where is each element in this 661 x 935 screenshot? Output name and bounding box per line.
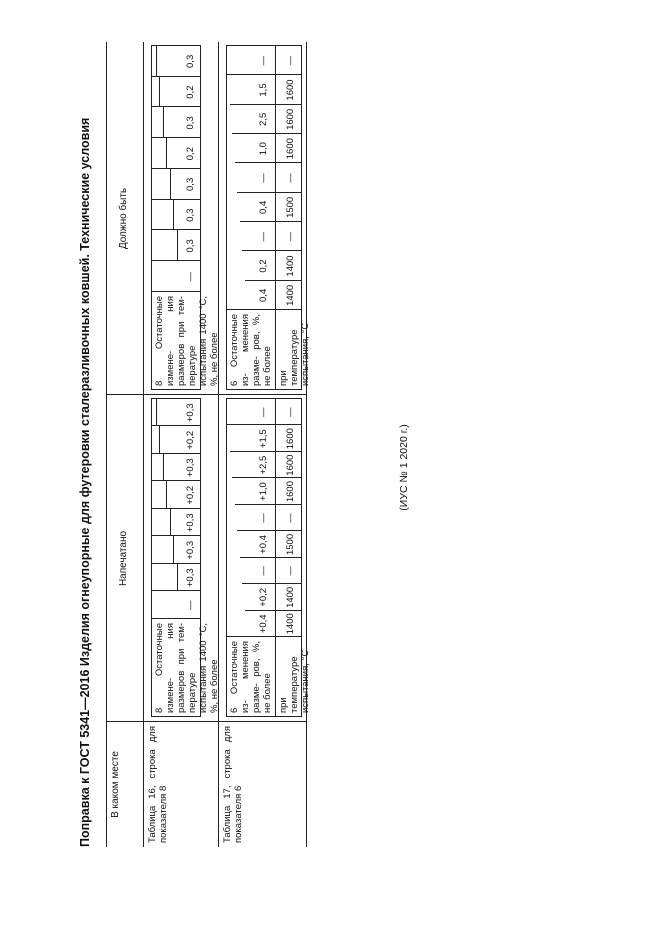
row2-should-be-temp-8: 1600 xyxy=(285,79,296,101)
row2-printed-value-1: +0,4 xyxy=(258,614,269,634)
row1-should-be-value-4: 0,3 xyxy=(185,177,196,191)
row2-printed-temp-3: — xyxy=(285,566,296,576)
row2-printed-temp-8: 1600 xyxy=(285,428,296,450)
row2-printed-value-5: — xyxy=(258,513,269,523)
row2-printed-label: 6 Остаточные из- менения разме- ров, %, не более xyxy=(229,641,273,713)
row-separator xyxy=(218,42,219,847)
row1-printed-value-8: +0,3 xyxy=(185,403,196,423)
row2-should-be-value-6: 1,0 xyxy=(258,142,269,156)
page-title: Поправка к ГОСТ 5341—2016 Изделия огнеупорные для футеровки сталеразливочных ковшей. Технические условия xyxy=(78,117,92,847)
row2-printed-value-2: +0,2 xyxy=(258,587,269,607)
row2-should-be-value-9: — xyxy=(258,55,269,66)
row2-should-be-temp-1: 1400 xyxy=(285,284,296,306)
row2-should-be-value-4: 0,4 xyxy=(258,200,269,214)
row2-should-be-value-5: — xyxy=(258,173,269,183)
row2-should-be-sublabel: при температуре испытания, °С xyxy=(278,322,311,386)
row1-printed-value-3: +0,3 xyxy=(185,540,196,560)
row2-printed-sublabel: при температуре испытания, °С xyxy=(278,649,311,713)
row2-should-be-value-3: — xyxy=(258,231,269,242)
row2-should-be-temp-6: 1600 xyxy=(285,138,296,160)
row1-printed-value-1: — xyxy=(185,600,196,610)
row2-should-be-box xyxy=(226,45,311,390)
row2-should-be-temp-4: 1500 xyxy=(285,196,296,218)
row2-should-be-temp-9: — xyxy=(285,55,296,66)
row1-printed-value-6: +0,3 xyxy=(185,458,196,478)
row1-printed-label: 8 Остаточные измене- ния размеров при тем- пературе испытания 1400 °С, %, не более xyxy=(154,623,220,713)
row1-printed-value-7: +0,2 xyxy=(185,430,196,450)
row1-printed-value-2: +0,3 xyxy=(185,568,196,588)
row2-should-be-value-2: 0,2 xyxy=(258,259,269,273)
row1-should-be-value-7: 0,2 xyxy=(185,85,196,99)
row2-printed-value-7: +2,5 xyxy=(258,455,269,475)
row2-printed-temp-2: 1400 xyxy=(285,586,296,608)
header-place: В каком месте xyxy=(110,751,121,818)
table-bottom-line xyxy=(306,42,307,847)
row1-should-be-label: 8 Остаточные измене- ния размеров при тем- пературе испытания 1400 °С, %, не более xyxy=(154,296,220,386)
row2-printed-value-4: +0,4 xyxy=(258,535,269,554)
row1-should-be-value-8: 0,3 xyxy=(185,54,196,68)
row2-should-be-value-1: 0,4 xyxy=(258,288,269,302)
row2-printed-temp-6: 1600 xyxy=(285,481,296,503)
header-should-be: Должно быть xyxy=(118,187,129,250)
row2-printed-temp-1: 1400 xyxy=(285,613,296,635)
row2-place: Таблица 17, строка для показателя 6 xyxy=(222,726,244,843)
row2-printed-temp-9: — xyxy=(285,407,296,417)
row2-should-be-temp-3: — xyxy=(285,231,296,242)
row1-should-be-value-6: 0,3 xyxy=(185,116,196,130)
row1-should-be-value-3: 0,3 xyxy=(185,208,196,222)
row1-should-be-value-2: 0,3 xyxy=(185,239,196,253)
row2-printed-value-6: +1,0 xyxy=(258,482,269,501)
row2-should-be-temp-7: 1600 xyxy=(285,108,296,130)
header-printed: Напечатано xyxy=(118,530,129,587)
row2-printed-temp-4: 1500 xyxy=(285,533,296,556)
row2-should-be-value-7: 2,5 xyxy=(258,112,269,126)
footer-note: (ИУС № 1 2020 г.) xyxy=(398,424,410,511)
row2-should-be-temp-5: — xyxy=(285,173,296,183)
row2-printed-value-3: — xyxy=(258,566,269,576)
row2-printed-box xyxy=(226,398,311,717)
row2-printed-value-9: — xyxy=(258,407,269,417)
row1-printed-value-5: +0,2 xyxy=(185,485,196,505)
row2-printed-temp-5: — xyxy=(285,513,296,523)
table-top-line xyxy=(106,42,107,847)
row1-should-be-value-1: — xyxy=(185,271,196,282)
row2-printed-value-8: +1,5 xyxy=(258,429,269,449)
row2-should-be-value-8: 1,5 xyxy=(258,83,269,97)
row1-printed-box xyxy=(151,398,220,717)
row1-place: Таблица 16, строка для показателя 8 xyxy=(147,726,169,843)
header-bottom-line xyxy=(143,42,144,847)
row1-printed-value-4: +0,3 xyxy=(185,513,196,533)
row2-should-be-label: 6 Остаточные из- менения разме- ров, %, не более xyxy=(229,314,273,386)
column-divider-1 xyxy=(106,721,306,722)
row2-printed-temp-7: 1600 xyxy=(285,454,296,476)
row1-should-be-value-5: 0,2 xyxy=(185,147,196,161)
column-divider-2 xyxy=(106,394,306,395)
row1-should-be-box xyxy=(151,45,220,390)
row2-should-be-temp-2: 1400 xyxy=(285,255,296,277)
